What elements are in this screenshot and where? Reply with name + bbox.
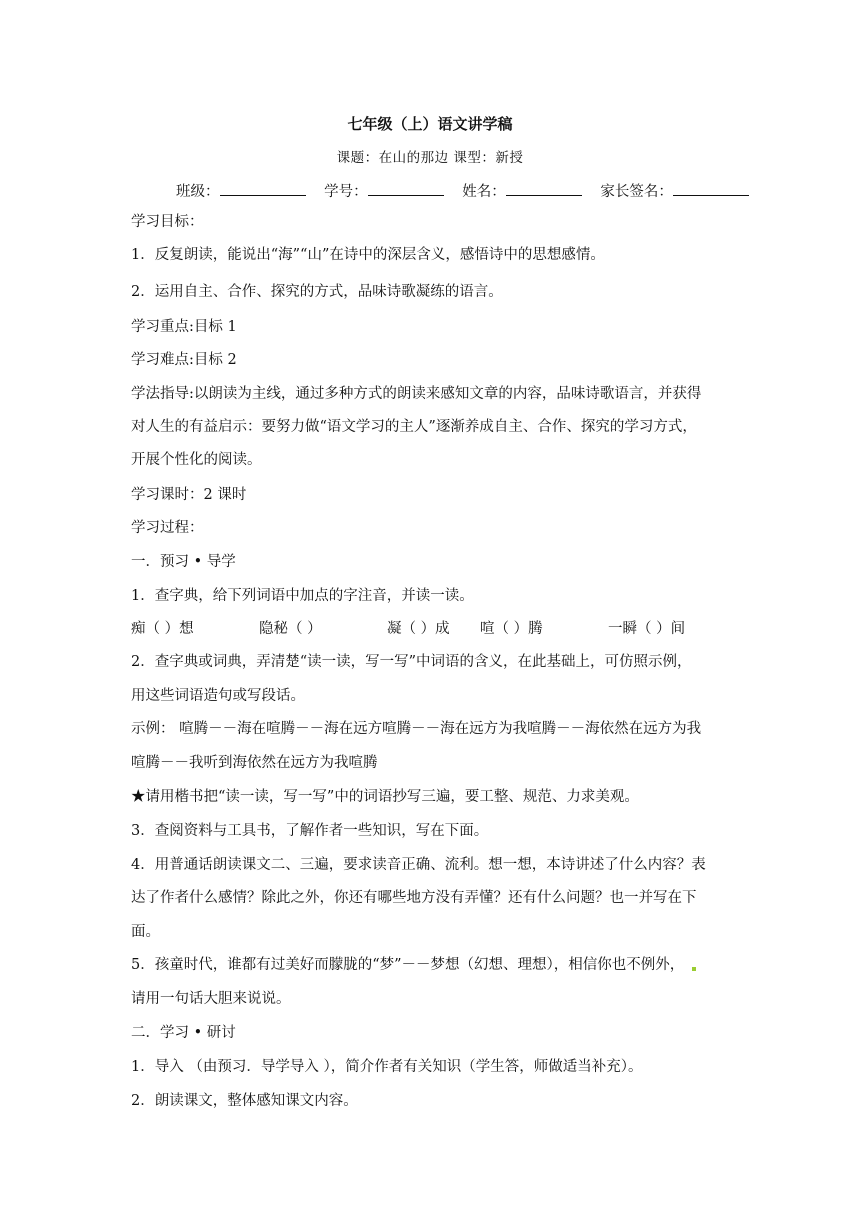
item-5-line-2: 请用一句话大胆来说说。 xyxy=(131,991,291,1007)
goal-2: 2．运用自主、合作、探究的方式，品味诗歌凝练的语言。 xyxy=(131,284,503,300)
word-2: 隐秘（ ） xyxy=(259,621,322,637)
item-2-line-2: 用这些词语造句或写段话。 xyxy=(131,688,305,704)
parent-signature-label: 家长签名： xyxy=(600,184,673,200)
item-4-line-2: 达了作者什么感情？除此之外，你还有哪些地方没有弄懂？还有什么问题？也一并写在下 xyxy=(131,890,697,906)
parent-signature-blank xyxy=(673,180,749,196)
word-3: 凝（ ）成 xyxy=(387,621,450,637)
item-5-line-1 xyxy=(131,955,696,975)
section-2-item-1: 1．导入 （由预习．导学导入 ），简介作者有关知识（学生答，师做适当补充）。 xyxy=(131,1059,643,1075)
lesson-hours: 学习课时：2 课时 xyxy=(131,487,247,503)
example-line-2: 喧腾－－我听到海依然在远方为我喧腾 xyxy=(131,755,378,771)
star-instruction: ★请用楷书把“读一读，写一写”中的词语抄写三遍，要工整、规范、力求美观。 xyxy=(131,789,639,805)
item-5-text: 5．孩童时代，谁都有过美好而朦胧的“梦”－－梦想（幻想、理想），相信你也不例外， xyxy=(131,957,685,973)
item-1: 1．查字典，给下列词语中加点的字注音，并读一读。 xyxy=(131,588,474,604)
section-2-heading: 二．学习 • 研讨 xyxy=(131,1025,236,1041)
item-4-line-3: 面。 xyxy=(131,924,160,940)
section-1-heading: 一．预习 • 导学 xyxy=(131,554,236,570)
class-blank xyxy=(220,180,306,196)
method-line-3: 开展个性化的阅读。 xyxy=(131,452,262,468)
goals-heading: 学习目标： xyxy=(131,214,204,230)
difficulty-point: 学习难点:目标 2 xyxy=(131,352,237,368)
document-title: 七年级（上）语文讲学稿 xyxy=(347,115,513,133)
name-blank xyxy=(506,180,582,196)
method-line-1: 学法指导:以朗读为主线，通过多种方式的朗读来感知文章的内容，品味诗歌语言，并获得 xyxy=(131,386,702,402)
item-4-line-1: 4．用普通话朗读课文二、三遍，要求读音正确、流利。想一想，本诗讲述了什么内容？表 xyxy=(131,857,706,873)
method-line-2: 对人生的有益启示：要努力做“语文学习的主人”逐渐养成自主、合作、探究的学习方式， xyxy=(131,419,697,435)
word-1: 痴（ ）想 xyxy=(131,621,194,637)
green-mark-icon xyxy=(692,967,696,971)
goal-1: 1．反复朗读，能说出“海”“山”在诗中的深层含义，感悟诗中的思想感情。 xyxy=(131,247,605,263)
section-2-item-2: 2．朗读课文，整体感知课文内容。 xyxy=(131,1093,358,1109)
word-4: 喧（ ）腾 xyxy=(480,621,543,637)
student-info-row xyxy=(176,180,749,202)
item-2-line-1: 2．查字典或词典，弄清楚“读一读，写一写”中词语的含义，在此基础上，可仿照示例， xyxy=(131,654,692,670)
name-label: 姓名： xyxy=(462,184,506,200)
number-blank xyxy=(368,180,444,196)
example-line-1: 示例： 喧腾－－海在喧腾－－海在远方喧腾－－海在远方为我喧腾－－海依然在远方为我 xyxy=(131,721,702,737)
word-5: 一瞬（ ）间 xyxy=(608,621,686,637)
key-point: 学习重点:目标 1 xyxy=(131,319,237,335)
process-heading: 学习过程： xyxy=(131,520,204,536)
lesson-subtitle: 课题：在山的那边 课型：新授 xyxy=(336,150,524,166)
item-3: 3．查阅资料与工具书，了解作者一些知识，写在下面。 xyxy=(131,823,489,839)
class-label: 班级： xyxy=(176,184,220,200)
number-label: 学号： xyxy=(324,184,368,200)
